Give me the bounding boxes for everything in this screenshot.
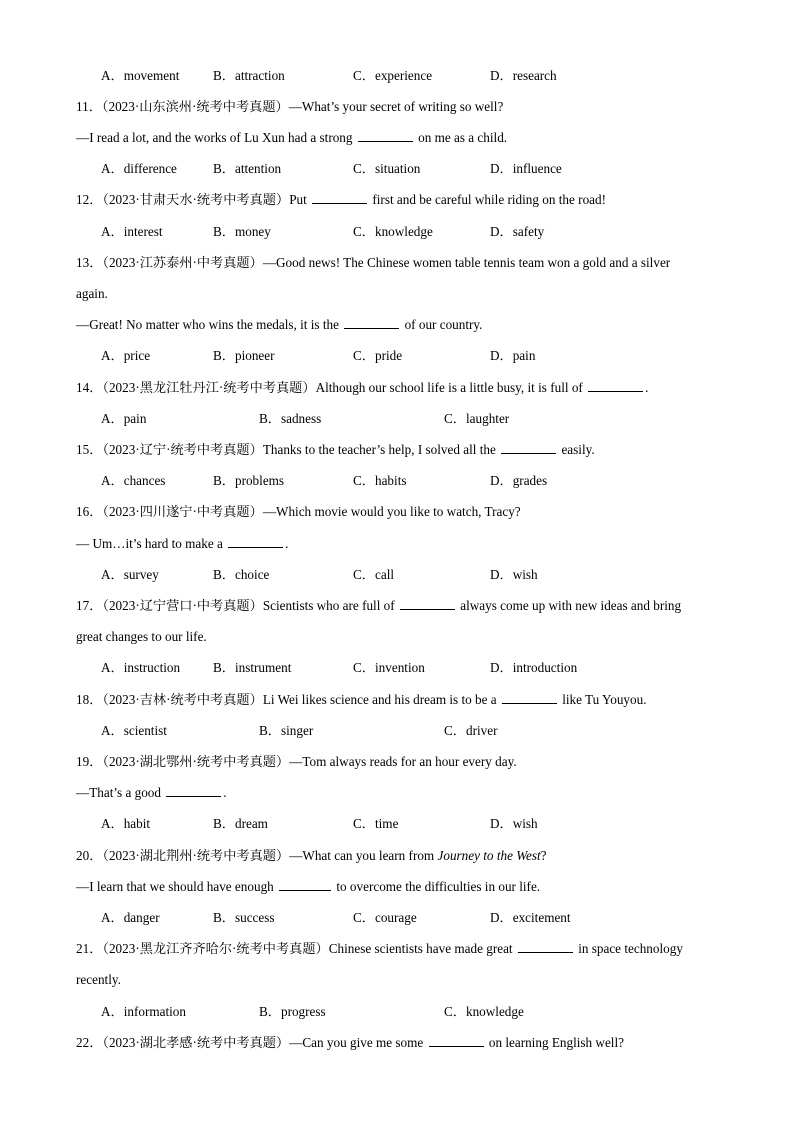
q11-line2 (76, 129, 507, 147)
option-c: C．laughter (444, 411, 510, 426)
question-text: Although our school life is a little busy, it is full of (315, 380, 583, 395)
option-c: C．invention (353, 660, 425, 675)
option-a: A．instruction (101, 660, 181, 675)
question-source: （2023·黑龙江牡丹江·统考中考真题） (102, 380, 316, 395)
question-source: （2023·湖北荆州·统考中考真题） (102, 848, 290, 863)
question-number: 22． (76, 1035, 103, 1050)
question-text: first and be careful while riding on the road! (372, 192, 607, 207)
option-c: C．experience (353, 68, 433, 83)
question-source: （2023·湖北孝感·统考中考真题） (102, 1035, 290, 1050)
answer-blank (502, 692, 557, 704)
question-text: —That’s a good (76, 785, 161, 800)
question-text: —What can you learn from (289, 848, 435, 863)
answer-blank (344, 317, 399, 329)
option-d: D．excitement (490, 910, 571, 925)
answer-blank (518, 941, 573, 953)
question-text: of our country. (404, 317, 483, 332)
book-title: Journey to the West (437, 848, 541, 863)
option-a: A．scientist (101, 723, 167, 738)
q18-stem (76, 691, 647, 709)
question-text: Chinese scientists have made great (328, 941, 513, 956)
q20-options (101, 909, 781, 927)
question-text: always come up with new ideas and bring (460, 598, 682, 613)
q14-stem (76, 379, 648, 397)
question-source: （2023·辽宁·统考中考真题） (102, 442, 263, 457)
q17-stem (76, 597, 681, 615)
question-text: ? (540, 848, 547, 863)
option-a: A．price (101, 348, 151, 363)
option-b: B．attention (213, 161, 282, 176)
answer-blank (358, 130, 413, 142)
q12-options (101, 223, 781, 241)
q21-continuation: recently. (76, 972, 121, 987)
q20-stem (76, 847, 547, 865)
question-text: . (645, 380, 649, 395)
option-b: B．money (213, 224, 271, 239)
q14-options (101, 410, 781, 428)
option-d: D．grades (490, 473, 548, 488)
question-source: （2023·湖北鄂州·统考中考真题） (102, 754, 290, 769)
question-number: 17． (76, 598, 103, 613)
question-text: to overcome the difficulties in our life. (336, 879, 541, 894)
question-number: 11． (76, 99, 102, 114)
answer-blank (588, 380, 643, 392)
question-source: （2023·四川遂宁·中考真题） (102, 504, 263, 519)
option-d: D．safety (490, 224, 545, 239)
question-text: Put (289, 192, 307, 207)
q13-options (101, 347, 781, 365)
question-source: （2023·江苏泰州·中考真题） (102, 255, 263, 270)
question-text: . (285, 536, 289, 551)
answer-blank (501, 442, 556, 454)
question-text: —Great! No matter who wins the medals, it is the (76, 317, 339, 332)
option-a: A．danger (101, 910, 160, 925)
question-source: （2023·辽宁营口·中考真题） (102, 598, 263, 613)
q11-options (101, 160, 781, 178)
option-b: B．dream (213, 816, 268, 831)
q15-options (101, 472, 781, 490)
question-number: 18． (76, 692, 103, 707)
option-c: C．driver (444, 723, 498, 738)
option-a: A．interest (101, 224, 163, 239)
q16-line2 (76, 535, 288, 553)
answer-blank (312, 192, 367, 204)
question-text: Li Wei likes science and his dream is to be a (262, 692, 497, 707)
option-c: C．call (353, 567, 395, 582)
q19-stem (76, 753, 517, 771)
option-b: B．progress (259, 1004, 326, 1019)
question-text: Thanks to the teacher’s help, I solved all the (262, 442, 496, 457)
q21-stem (76, 940, 683, 958)
option-b: B．instrument (213, 660, 292, 675)
answer-blank (166, 785, 221, 797)
option-b: B．singer (259, 723, 314, 738)
option-a: A．pain (101, 411, 147, 426)
question-text: —What’s your secret of writing so well? (288, 99, 504, 114)
option-a: A．information (101, 1004, 186, 1019)
question-number: 19． (76, 754, 103, 769)
q17-continuation: great changes to our life. (76, 629, 207, 644)
option-a: A．survey (101, 567, 159, 582)
question-text: — Um…it’s hard to make a (76, 536, 223, 551)
question-source: （2023·黑龙江齐齐哈尔·统考中考真题） (102, 941, 329, 956)
question-number: 14． (76, 380, 103, 395)
question-text: Scientists who are full of (262, 598, 395, 613)
q10-options (101, 67, 781, 85)
question-text: . (223, 785, 227, 800)
q13-line2 (76, 316, 482, 334)
question-number: 12． (76, 192, 103, 207)
q19-line2 (76, 784, 227, 802)
option-d: D．pain (490, 348, 536, 363)
question-number: 13． (76, 255, 103, 270)
option-a: A．movement (101, 68, 180, 83)
option-c: C．knowledge (353, 224, 433, 239)
option-d: D．research (490, 68, 557, 83)
question-text: on learning English well? (488, 1035, 624, 1050)
answer-blank (279, 879, 331, 891)
option-a: A．difference (101, 161, 177, 176)
question-text: like Tu Youyou. (562, 692, 647, 707)
q17-options (101, 659, 781, 677)
option-b: B．sadness (259, 411, 322, 426)
q13-continuation: again. (76, 286, 108, 301)
option-c: C．situation (353, 161, 421, 176)
option-c: C．habits (353, 473, 407, 488)
option-a: A．habit (101, 816, 151, 831)
option-c: C．pride (353, 348, 403, 363)
option-d: D．introduction (490, 660, 578, 675)
option-c: C．courage (353, 910, 417, 925)
q16-stem (76, 503, 521, 521)
option-d: D．influence (490, 161, 562, 176)
question-text: —Can you give me some (289, 1035, 424, 1050)
q19-options (101, 815, 781, 833)
q20-line2 (76, 878, 540, 896)
q16-options (101, 566, 781, 584)
option-b: B．success (213, 910, 275, 925)
option-b: B．pioneer (213, 348, 275, 363)
q22-stem (76, 1034, 624, 1052)
question-text: —I learn that we should have enough (76, 879, 274, 894)
question-number: 21． (76, 941, 103, 956)
q21-options (101, 1003, 781, 1021)
q11-stem (76, 98, 503, 116)
option-b: B．problems (213, 473, 285, 488)
question-source: （2023·吉林·统考中考真题） (102, 692, 263, 707)
answer-blank (228, 536, 283, 548)
q13-stem (76, 254, 670, 272)
option-d: D．wish (490, 567, 538, 582)
q12-stem (76, 191, 606, 209)
option-d: D．wish (490, 816, 538, 831)
question-number: 16． (76, 504, 103, 519)
answer-blank (429, 1035, 484, 1047)
question-text: on me as a child. (418, 130, 508, 145)
question-number: 15． (76, 442, 103, 457)
option-c: C．time (353, 816, 399, 831)
question-text: —Good news! The Chinese women table tennis team won a gold and a silver (262, 255, 671, 270)
option-c: C．knowledge (444, 1004, 524, 1019)
option-b: B．choice (213, 567, 270, 582)
question-number: 20． (76, 848, 103, 863)
q18-options (101, 722, 781, 740)
question-text: —I read a lot, and the works of Lu Xun had a strong (76, 130, 353, 145)
option-b: B．attraction (213, 68, 285, 83)
question-text: in space technology (578, 941, 683, 956)
q15-stem (76, 441, 595, 459)
question-text: easily. (561, 442, 595, 457)
answer-blank (400, 598, 455, 610)
question-source: （2023·甘肃天水·统考中考真题） (102, 192, 290, 207)
question-text: —Which movie would you like to watch, Tracy? (262, 504, 521, 519)
question-text: —Tom always reads for an hour every day. (289, 754, 517, 769)
question-source: （2023·山东滨州·统考中考真题） (101, 99, 289, 114)
option-a: A．chances (101, 473, 166, 488)
